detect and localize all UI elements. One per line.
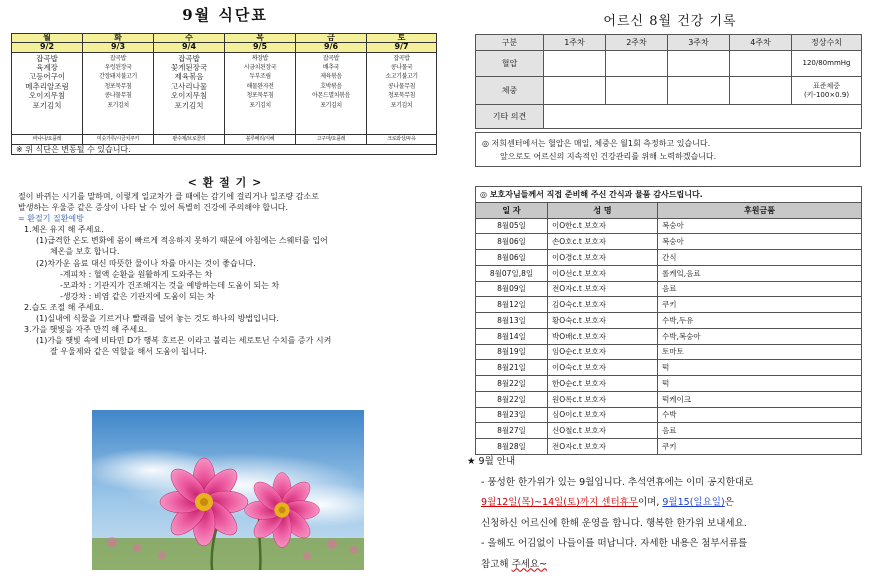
closure-dates: 9월12일(목)~14일(토)까지 센터휴무 <box>481 497 638 508</box>
donated-item: 수박,두유 <box>658 313 862 329</box>
dish: 포기김치 <box>249 101 271 109</box>
hr-note-line: 앞으로도 어르신의 지속적인 건강관리를 위해 노력하겠습니다. <box>500 152 717 161</box>
dn-header: 성 명 <box>548 202 658 218</box>
donor-name: 이O숙c.t 보호자 <box>548 360 658 376</box>
donated-item: 음료 <box>658 281 862 297</box>
dish: 고사리나물 <box>170 81 208 91</box>
donation-row <box>476 218 862 234</box>
menu-day-5: 토 <box>367 34 437 43</box>
donation-row <box>476 297 862 313</box>
donor-name: 손O호c.t 보호자 <box>548 234 658 250</box>
dn-header: 일 자 <box>476 202 548 218</box>
dish: 소고기불고기 <box>385 73 418 81</box>
donations-caption: ◎ 보호자님들께서 직접 준비해 주신 간식과 물품 감사드립니다. <box>476 187 862 203</box>
hr-cell <box>730 51 792 77</box>
health-guide-title: < 환 절 기 > <box>187 176 263 189</box>
menu-dishes-5 <box>367 52 437 135</box>
hr-row-label: 체중 <box>476 77 544 105</box>
menu-snack-0: 바나나/요플레 <box>12 135 83 144</box>
hr-normal-line: 표준체중 <box>812 81 841 90</box>
dish: 잡곡밥 <box>393 54 410 62</box>
donated-item: 복숭아 <box>658 234 862 250</box>
menu-table <box>11 33 437 155</box>
hr-cell <box>730 77 792 105</box>
hr-cell <box>668 77 730 105</box>
cosmos-flower-image <box>92 410 364 570</box>
donated-item: 토마토 <box>658 344 862 360</box>
donor-name: 황O숙c.t 보호자 <box>548 313 658 329</box>
donation-date: 8월19일 <box>476 344 548 360</box>
donation-row <box>476 234 862 250</box>
menu-date-2: 9/4 <box>154 43 225 52</box>
menu-date-3: 9/5 <box>225 43 296 52</box>
hr-header: 3주차 <box>668 35 730 51</box>
donation-date: 8월07일,8일 <box>476 265 548 281</box>
notice-heading: ★ 9월 안내 <box>467 456 516 467</box>
dish: 호박볶음 <box>320 82 342 90</box>
dish: 청포묵무침 <box>104 82 132 90</box>
menu-snack-5: 크로와상/두유 <box>367 135 437 144</box>
hr-cell <box>668 51 730 77</box>
dish: 포기김치 <box>32 100 62 110</box>
donation-date: 8월28일 <box>476 439 548 455</box>
dish: 제육볶음 <box>174 72 204 82</box>
health-record-note <box>475 132 861 167</box>
dish: 콩나물무침 <box>388 82 415 90</box>
menu-day-2: 수 <box>154 34 225 43</box>
dish: 잡곡밥 <box>322 54 340 62</box>
hr-header: 2주차 <box>606 35 668 51</box>
menu-day-0: 월 <box>12 34 83 43</box>
menu-day-1: 화 <box>83 34 154 43</box>
menu-date-1: 9/3 <box>83 43 154 52</box>
donated-item: 수박 <box>658 407 862 423</box>
notice-line <box>463 493 875 514</box>
donor-name: 임O순c.t 보호자 <box>548 344 658 360</box>
donor-name: 김O숙c.t 보호자 <box>548 297 658 313</box>
menu-note: ※ 위 식단은 변동될 수 있습니다. <box>12 144 437 154</box>
dn-header: 후원금품 <box>658 202 862 218</box>
menu-date-4: 9/6 <box>296 43 367 52</box>
guide-line: -생강차 : 비염 같은 기관지에 도움이 되는 차 <box>60 291 215 301</box>
september-notice <box>463 452 875 575</box>
donation-date: 8월27일 <box>476 423 548 439</box>
donated-item: 수박,복숭아 <box>658 328 862 344</box>
hr-etc-cell <box>544 105 862 129</box>
donation-row <box>476 423 862 439</box>
dish: 간장돼지불고기 <box>99 73 137 81</box>
dish: 잡곡밥 <box>36 53 58 63</box>
menu-dishes-0 <box>12 52 83 135</box>
guide-line: (1)가을 햇빛 속에 비타민 D가 행복 호르몬 이라고 불리는 세로토닌 수치를 증가 시켜 <box>36 336 332 346</box>
hr-cell <box>544 51 606 77</box>
donor-name: 이O선c.t 보호자 <box>548 265 658 281</box>
health-record-title: 어르신 8월 건강 기록 <box>603 14 737 29</box>
notice-text: 주세요~ <box>511 558 548 570</box>
dish: 청포묵무침 <box>388 92 415 100</box>
guide-line: 1.체온 유지 해 주세요. <box>24 225 104 235</box>
dish: 해물완자전 <box>246 82 274 90</box>
hr-header: 정상수치 <box>792 35 862 51</box>
donor-name: 전O자c.t 보호자 <box>548 439 658 455</box>
donor-name: 신O철c.t 보호자 <box>548 423 658 439</box>
notice-line: - 풍성한 한가위가 있는 9월입니다. 추석연휴에는 이미 공지한대로 <box>481 476 754 488</box>
menu-date-5: 9/7 <box>367 43 437 52</box>
dish: 짜장밥 <box>251 54 269 62</box>
dish: 배추국 <box>322 64 340 71</box>
donation-date: 8월14일 <box>476 328 548 344</box>
hr-note-line: ◎ 저희센터에서는 혈압은 매일, 체중은 월1회 측정하고 있습니다. <box>482 139 711 148</box>
dish: 포기김치 <box>320 101 342 109</box>
guide-line: -계피차 : 혈액 순환을 원활하게 도와주는 차 <box>60 269 213 279</box>
dish: 시금치된장국 <box>243 64 277 71</box>
donor-name: 이O한c.t 보호자 <box>548 218 658 234</box>
hr-header: 구분 <box>476 35 544 51</box>
menu-dishes-3 <box>225 52 296 135</box>
donation-row <box>476 360 862 376</box>
donated-item: 쿠키 <box>658 439 862 455</box>
hr-cell <box>606 51 668 77</box>
dish: 제육볶음 <box>320 73 342 81</box>
health-record-table <box>475 34 862 129</box>
hr-row-label: 혈압 <box>476 51 544 77</box>
donation-date: 8월06일 <box>476 234 548 250</box>
guide-line: (1)급격한 온도 변화에 몸이 빠르게 적응하지 못하기 때문에 아침에는 스웨터를 입어 <box>36 236 328 246</box>
donation-row <box>476 391 862 407</box>
dish: 꽃게된장국 <box>170 63 208 72</box>
donor-name: 이O경c.t 보호자 <box>548 250 658 266</box>
dish: 오이지무침 <box>28 91 66 101</box>
flower-photo <box>92 410 364 570</box>
donations-table <box>475 186 862 455</box>
hr-normal-value: 120/80mmHg <box>792 51 862 77</box>
dish: 잡곡밥 <box>109 54 127 62</box>
donor-name: 박O배c.t 보호자 <box>548 328 658 344</box>
menu-dishes-4 <box>296 52 367 135</box>
donated-item: 쿠키 <box>658 297 862 313</box>
dish: 메추리알조림 <box>25 81 69 91</box>
donor-name: 전O자c.t 보호자 <box>548 281 658 297</box>
dish: 육계장 <box>36 63 58 72</box>
dish: 고등어구이 <box>28 72 66 82</box>
guide-line: 체온을 보호 합니다. <box>50 247 120 257</box>
guide-line: (1)실내에 식물을 기르거나 빨래를 널어 놓는 것도 하나의 방법입니다. <box>36 314 279 324</box>
menu-dishes-2 <box>154 52 225 135</box>
menu-snack-2: 팥수제/브로콜리 <box>154 135 225 144</box>
donor-name: 한O순c.t 보호자 <box>548 376 658 392</box>
menu-snack-3: 블루베리/식혜 <box>225 135 296 144</box>
donated-item: 떡 <box>658 360 862 376</box>
donated-item: 복숭아 <box>658 218 862 234</box>
dish: 두부조림 <box>249 73 271 81</box>
donation-row <box>476 407 862 423</box>
donated-item: 간식 <box>658 250 862 266</box>
hr-normal-line: (키-100×0.9) <box>803 90 850 99</box>
menu-snack-1: 미숫가루/시금치쿠키 <box>83 135 154 144</box>
donation-date: 8월09일 <box>476 281 548 297</box>
guide-line: 2.습도 조절 해 주세요. <box>24 302 104 312</box>
dish: 포기김치 <box>174 100 204 110</box>
menu-snack-4: 고구마/요플레 <box>296 135 367 144</box>
hr-cell <box>544 77 606 105</box>
donation-date: 8월23일 <box>476 407 548 423</box>
donation-date: 8월05일 <box>476 218 548 234</box>
notice-line <box>463 555 875 576</box>
dish: 포기김치 <box>390 101 413 109</box>
dish: 콩나물무침 <box>104 92 132 100</box>
guide-line: 3.가을 햇빛을 자주 만끽 해 주세요. <box>24 325 148 335</box>
dish: 잡곡밥 <box>178 53 200 63</box>
dish: 아몬드멸치볶음 <box>312 92 350 100</box>
donation-row <box>476 250 862 266</box>
dish: 포기김치 <box>107 101 129 109</box>
donation-row <box>476 265 862 281</box>
donation-date: 8월06일 <box>476 250 548 266</box>
hr-header: 1주차 <box>544 35 606 51</box>
dish: 청포묵무침 <box>246 92 274 100</box>
menu-date-0: 9/2 <box>12 43 83 52</box>
donation-row <box>476 344 862 360</box>
donated-item: 롤케잌,음료 <box>658 265 862 281</box>
donated-item: 떡케이크 <box>658 391 862 407</box>
notice-line: - 올해도 어김없이 나들이를 떠납니다. 자세한 내용은 첨부서류를 <box>481 538 748 549</box>
hr-normal-value <box>792 77 862 105</box>
notice-text: 참고해 <box>481 558 512 570</box>
guide-line: 잘 우울제와 같은 역할을 해서 도움이 됩니다. <box>50 347 207 357</box>
donation-row <box>476 281 862 297</box>
guide-section-heading: = 환절기 질환예방 <box>18 214 84 224</box>
notice-line: 신청하신 어르신에 한해 운영을 합니다. 행복한 한가위 보내세요. <box>481 517 747 529</box>
dish: 우렁된장국 <box>104 64 132 71</box>
dish: 콩나물국 <box>390 64 413 71</box>
guide-line: -모과차 : 기관지가 건조해지는 것을 예방하는데 도움이 되는 차 <box>60 280 280 290</box>
dish: 오이지무침 <box>170 91 208 101</box>
donor-name: 심O이c.t 보호자 <box>548 407 658 423</box>
donor-name: 원O록c.t 보호자 <box>548 391 658 407</box>
menu-day-4: 금 <box>296 34 367 43</box>
donation-date: 8월22일 <box>476 391 548 407</box>
donation-date: 8월12일 <box>476 297 548 313</box>
notice-text: 은 <box>724 497 734 508</box>
health-guide-body <box>18 191 438 357</box>
donated-item: 음료 <box>658 423 862 439</box>
donation-date: 8월22일 <box>476 376 548 392</box>
hr-cell <box>606 77 668 105</box>
donated-item: 떡 <box>658 376 862 392</box>
hr-header: 4주차 <box>730 35 792 51</box>
guide-intro-line: 발생하는 우울증 같은 증상이 나타 날 수 있어 특별히 건강에 주의해야 합니다. <box>18 203 289 213</box>
menu-title: 9월 식단표 <box>182 6 268 24</box>
hr-row-label: 기타 의견 <box>476 105 544 129</box>
donation-date: 8월21일 <box>476 360 548 376</box>
notice-text: 이며, <box>637 497 663 508</box>
donation-date: 8월13일 <box>476 313 548 329</box>
guide-line: (2)차가운 음료 대신 따뜻한 물이나 차를 마시는 것이 좋습니다. <box>36 258 256 268</box>
donation-row <box>476 328 862 344</box>
donation-row <box>476 313 862 329</box>
guide-intro-line: 절이 바뀌는 시기를 말하며, 이렇게 일교차가 클 때에는 감기에 걸리거나 일조량 감소로 <box>18 192 319 201</box>
menu-dishes-1 <box>83 52 154 135</box>
donation-row <box>476 376 862 392</box>
open-date: 9월15(일요일) <box>662 497 725 508</box>
menu-day-3: 목 <box>225 34 296 43</box>
